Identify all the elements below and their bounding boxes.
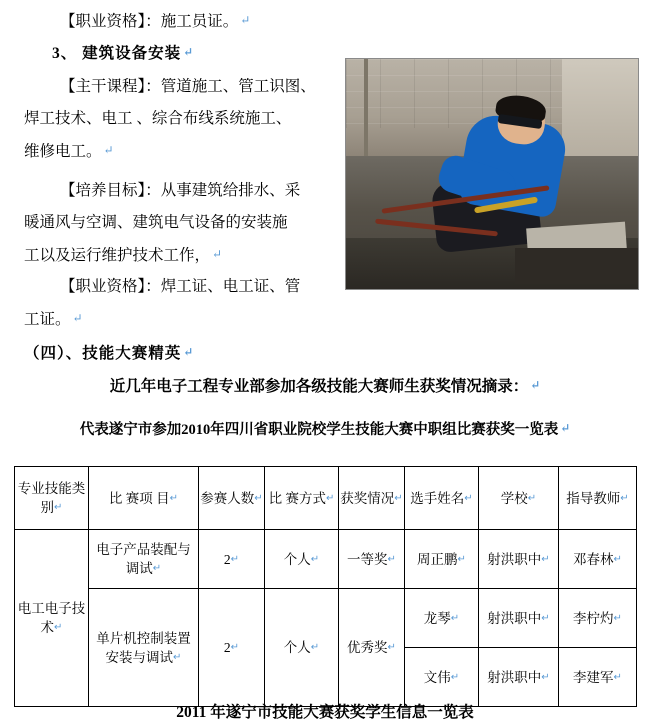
header-text: 比 赛方式 (268, 490, 326, 506)
paragraph-text: 【培养目标】：从事建筑给排水、采 (60, 182, 301, 199)
table-caption-2010 (0, 418, 650, 439)
table-cell-name (405, 589, 479, 648)
cell-text: 电工电子技术 (17, 601, 86, 635)
header-text: 比 赛项 目 (108, 490, 170, 506)
pilcrow-mark: ↵ (457, 553, 466, 565)
pilcrow-mark: ↵ (560, 421, 571, 435)
cell-text: 李柠灼 (573, 610, 614, 626)
table-caption-text: 代表遂宁市参加2010年四川省职业院校学生技能大赛中职组比赛获奖一览表 (79, 422, 559, 438)
header-text: 选手姓名 (410, 490, 465, 506)
table-cell-school (479, 648, 559, 707)
cell-text: 优秀奖 (347, 640, 388, 655)
awards-intro-title-text: 近几年电子工程专业部参加各级技能大赛师生获奖情况摘录： (109, 378, 529, 395)
pilcrow-mark: ↵ (450, 671, 460, 683)
cell-text: 文伟 (423, 669, 451, 685)
pilcrow-mark: ↵ (230, 553, 240, 565)
pilcrow-mark: ↵ (613, 553, 622, 565)
pilcrow-mark: ↵ (54, 622, 63, 633)
awards-intro-title (0, 374, 650, 396)
pilcrow-mark: ↵ (541, 553, 550, 565)
paragraph-text: 工证。 (24, 311, 71, 328)
paragraph-qualification-2b (24, 300, 83, 338)
paragraph-heading-building-equipment (52, 34, 194, 72)
pilcrow-mark: ↵ (613, 671, 622, 683)
table-cell-project (89, 530, 199, 589)
pilcrow-mark: ↵ (613, 612, 622, 624)
paragraph-core-courses-3 (24, 132, 114, 170)
table-cell-teacher (559, 648, 637, 707)
table-header-cell-project (89, 467, 199, 530)
cell-text: 李建军 (573, 669, 614, 685)
pilcrow-mark: ↵ (183, 345, 195, 359)
table-row (15, 589, 637, 648)
pilcrow-mark: ↵ (541, 612, 550, 624)
pilcrow-mark: ↵ (240, 13, 251, 27)
table-cell-award (339, 589, 405, 707)
cell-text: 单片机控制装置安装与调试 (96, 630, 191, 665)
pilcrow-mark: ↵ (541, 671, 550, 683)
cell-text: 周正鹏 (417, 551, 458, 567)
awards-table-container (14, 466, 636, 707)
cell-text: 一等奖 (347, 551, 388, 567)
cell-text: 个人 (283, 640, 311, 655)
pilcrow-mark: ↵ (394, 492, 403, 504)
header-text: 获奖情况 (340, 490, 395, 506)
section-heading-text: （四）、技能大赛精英 (24, 345, 182, 362)
table-header-cell-name (405, 467, 479, 530)
pilcrow-mark: ↵ (310, 553, 320, 565)
cell-text: 射洪职中 (487, 551, 542, 567)
table-header-cell-award (339, 467, 405, 530)
pilcrow-mark: ↵ (387, 642, 396, 653)
photo-pole (364, 59, 368, 165)
table-caption-text: 2011 年遂宁市技能大赛获奖学生信息一览表 (176, 704, 474, 721)
table-header-cell-mode (265, 467, 339, 530)
pilcrow-mark: ↵ (169, 492, 179, 504)
pilcrow-mark: ↵ (527, 492, 537, 504)
table-cell-count (199, 589, 265, 707)
pilcrow-mark: ↵ (464, 492, 473, 504)
header-text: 指导教师 (566, 490, 621, 506)
table-header-cell-category (15, 467, 89, 530)
table-cell-mode (265, 530, 339, 589)
table-cell-mode (265, 589, 339, 707)
awards-table-2010 (14, 466, 637, 707)
pilcrow-mark: ↵ (212, 247, 223, 261)
pilcrow-mark: ↵ (450, 612, 460, 624)
table-header-row (15, 467, 637, 530)
pilcrow-mark: ↵ (183, 45, 195, 59)
table-cell-count (199, 530, 265, 589)
cell-text: 2 (223, 640, 231, 655)
header-text: 参赛人数 (200, 490, 255, 506)
paragraph-text: 暖通风与空调、建筑电气设备的安装施 (24, 214, 288, 231)
photo-workbench (515, 248, 638, 285)
paragraph-text: 【主干课程】：管道施工、管工识图、 (60, 78, 316, 95)
cell-text: 邓春林 (573, 551, 614, 567)
pilcrow-mark: ↵ (103, 143, 114, 157)
paragraph-qualification-2a (60, 268, 300, 305)
paragraph-text: 【职业资格】：施工员证。 (60, 13, 239, 30)
pilcrow-mark: ↵ (230, 642, 240, 653)
table-header-cell-count (199, 467, 265, 530)
pilcrow-mark: ↵ (620, 492, 629, 504)
cell-text: 射洪职中 (487, 669, 542, 685)
pilcrow-mark: ↵ (152, 563, 162, 574)
table-cell-school (479, 589, 559, 648)
pilcrow-mark: ↵ (54, 502, 63, 513)
pilcrow-mark: ↵ (72, 311, 83, 325)
header-text: 学校 (500, 490, 528, 506)
cell-text: 电子产品装配与调试 (96, 542, 191, 576)
table-cell-name (405, 530, 479, 589)
paragraph-text: 焊工技术、电工 、综合布线系统施工、 (24, 110, 292, 127)
table-row (15, 530, 637, 589)
table-cell-school (479, 530, 559, 589)
table-cell-award (339, 530, 405, 589)
table-cell-category (15, 530, 89, 707)
pilcrow-mark: ↵ (387, 553, 396, 565)
table-header-cell-teacher (559, 467, 637, 530)
table-cell-name (405, 648, 479, 707)
table-caption-2011 (0, 700, 650, 722)
pilcrow-mark: ↵ (530, 378, 541, 392)
table-header-cell-school (479, 467, 559, 530)
paragraph-text: 维修电工。 (24, 143, 102, 160)
pilcrow-mark: ↵ (254, 492, 263, 504)
paragraph-text: 3、 建筑设备安装 (52, 45, 182, 62)
cell-text: 个人 (283, 551, 311, 567)
table-cell-teacher (559, 530, 637, 589)
pilcrow-mark: ↵ (173, 651, 182, 663)
pilcrow-mark: ↵ (325, 492, 335, 504)
welding-training-photo (345, 58, 639, 290)
paragraph-text: 【职业资格】：焊工证、电工证、管 (60, 278, 301, 295)
cell-text: 射洪职中 (487, 610, 542, 626)
table-cell-project (89, 589, 199, 707)
section-heading-skills-elite (24, 334, 194, 372)
cell-text: 龙琴 (423, 610, 451, 626)
header-text: 专业技能类别 (17, 481, 86, 515)
table-cell-teacher (559, 589, 637, 648)
cell-text: 2 (223, 551, 231, 567)
paragraph-text: 工以及运行维护技术工作， (24, 247, 211, 264)
pilcrow-mark: ↵ (310, 642, 320, 653)
